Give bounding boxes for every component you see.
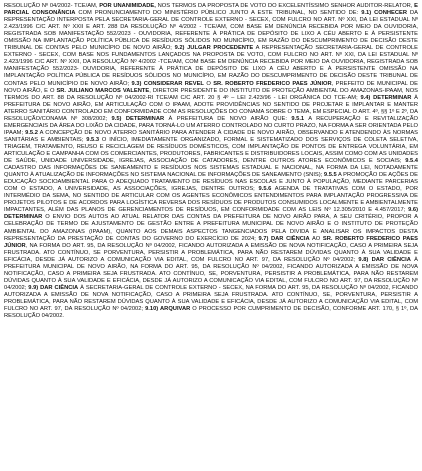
bold-text-run: E PARCIAL CONSONÂNCIA bbox=[4, 3, 419, 17]
bold-text-run: SR. ROBERTO FREDERICO PAES JÚNIOR bbox=[213, 80, 332, 87]
text-run: O ENVIO DOS AUTOS AO ATUAL RELATOR DAS CONTAS DA PREFEITURA DE NOVO AIRÃO PARA, A SEU CRITÉRIO, PROPOR A CELEBRAÇÃO DE TERMO DE AJUSTAMENTO DE GESTÃO ENTRE A PREFEITURA MUNICIPAL DE NOVO AIRÃO E O INSTITUTO DE PROTEÇÃO AMBIENTAL DO AMAZONAS (IPAAM), QUANTO AOS DEMAIS ASPECTOS TANGENCIADOS PELA DIVIDA E ANALISAR OS IMPACTOS DESTA REPRESENTAÇÃO DA PRESTAÇÃO DE CONTAS DO GOVERNO DO EXERCÍCIO DE 2024; bbox=[4, 214, 418, 242]
text-run: NOS TERMOS DA PROPOSTA DE VOTO DO EXCELENTÍSSIMO SENHOR AUDITOR-RELATOR, bbox=[155, 3, 415, 9]
text-run: A CONCEPÇÃO DE NOVO ATERRO SANITÁRIO PARA ATENDER À CIDADE DE NOVO AIRÃO, OBSERVANDO E ATENDENDO ÀS NORMAS SANITÁRIAS E AMBIENTAIS; bbox=[4, 129, 418, 143]
bold-text-run: 9.5.2 bbox=[25, 129, 38, 136]
text-run: A PROMOÇÃO DE AÇÕES DE EDUCAÇÃO SOCIOAMBIENTAL PARA O ADEQUADO TRATAMENTO DE RESÍDUOS NAS ESCOLAS E JUNTO À POPULAÇÃO, MEDIANTE PARCERIAS COM O ESTADO, A UNIVERSIDADE, AS ASSOCIAÇÕES, IGREJAS, DENTRE OUTROS; bbox=[4, 172, 419, 193]
text-run: DA REPRESENTAÇÃO INTERPOSTA PELA SECRETARIA-GERAL DE CONTROLE EXTERNO - SECEX, COM FULCRO NO ART. Nº XXI, DA LEI ESTADUAL Nº 2.423/1996 C/C ART. Nº XXII E ART. 288 DA RESOLUÇÃO Nº 4/2002 - TCE/AM, COM BASE EM DENÚNCIA RECEBIDA POR MEIO DA OUVIDORIA, REGISTRADA SOB MANIFESTAÇÃO 552/2023 - OUVIDORIA, REFERENTE À PRÁTICA DE DEPÓSITO DE LIXO A CÉU ABERTO E À PERSISTENTE OMISSÃO NA IMPLANTAÇÃO POLÍTICA PÚBLICA DE RESÍDUOS SÓLIDOS NO MUNICÍPIO, EM RAZÃO DO DESCUMPRIMENTO DE DECISÃO DESTE TRIBUNAL DE CONTAS PELO MUNICÍPIO DE NOVO AIRÃO; bbox=[4, 10, 418, 52]
text-run: A REPRESENTAÇÃO SECRETARIA-GERAL DE CONTROLE EXTERNO - SECEX, COM BASE NOS FUNDAMENTOS LANÇADOS NA PROPOSTA DE VOTO, COM FULCRO NO ART. Nº XXI, DA LEI ESTADUAL Nº 2.423/1996 C/C ART. Nº XXII, DA RESOLUÇÃO Nº 4/2002 -TCE/AM, COM BASE EM DENÚNCIA RECEBIDA POR MEIO DA OUVIDORIA, REGISTRADA SOB MANIFESTAÇÃO 552/2023- OUVIDORIA, REFERENTE À PRÁTICA DE DEPÓSITO DE LIXO A CÉU ABERTO E À PERSISTENTE OMISSÃO NA IMPLANTAÇÃO POLÍTICA PÚBLICA DE RESÍDUOS SÓLIDOS NO MUNICÍPIO, EM RAZÃO DO DESCUMPRIMENTO DE DECISÃO DESTE TRIBUNAL DE CONTAS PELO MUNICÍPIO DE NOVO AIRÃO; bbox=[4, 45, 418, 87]
bold-text-run: 9.5.4 bbox=[405, 158, 418, 165]
text-run: A RECUPERAÇÃO E REVITALIZAÇÃO EMERGENCIAIS DA ÁREA DO LIXÃO DA CIDADE, PARA TORNÁ-LO UM ATERRO CONTROLADO NO CURTO PRAZO, NA FORMA A SER ORIENTADA PELO IPAAM; bbox=[4, 115, 418, 136]
bold-text-run: 9.5.3 bbox=[86, 136, 100, 143]
text-run: À PREFEITURA DE NOVO AIRÃO QUE: bbox=[164, 115, 292, 122]
bold-text-run: 9.5.5 bbox=[323, 172, 337, 179]
text-run: À PREFEITURA DE NOVO AIRÃO, EM ARTICULAÇÃO COM O IPAAM, ADOTE PROVIDÊNCIAS NO SENTIDO DE PROJETAR E IMPLANTAR E MANTER ATERRO SANITÁRIO CONTROLADO EM CONFORMIDADE COM AS RESOLUÇÕES DO CONAMA SOBRE O TEMA, EM ESPECIAL O ART. 4º, §§ 1º E 2º, DA RESOLUÇÃO/CONAMA Nº 308/2002; bbox=[4, 94, 418, 122]
text-run: O bbox=[203, 80, 214, 87]
bold-text-run: 9.8) DAR CIÊNCIA bbox=[358, 256, 411, 263]
text-run: O INÍCIO, IMEDIATAMENTE ORGANIZADO, FORMAL E SISTEMATIZADO DOS SERVIÇOS DE COLETA SELETIVA, TRIAGEM, TRATAMENTO, REUSO E RECICLAGEM DE RESÍDUOS DOMÉSTICOS, COM IMPLANTAÇÃO DE PONTOS DE ENTREGA VOLUNTÁRIA, EM ARTICULAÇÃO E CAMPANHA COM OS COMERCIANTES, PRODUTORES, FABRICANTES E DISTRIBUIDORES LOCAIS, ASSIM COMO COM AS UNIDADES DE SAÚDE, UNIDADE UNIVERSIDADE, IGREJAS, ASSOCIAÇÃO DE CATADORES, DENTRE OUTROS ATORES ECONÔMICOS E SOCIAIS; bbox=[4, 136, 418, 165]
bold-text-run: 9.1) CONHECER bbox=[361, 10, 407, 17]
text-run: , PREFEITO DE MUNICIPAL DE NOVO AIRÃO, E O bbox=[4, 80, 419, 94]
bold-text-run: 9.10) ARQUIVAR bbox=[145, 306, 191, 313]
text-run: , NA FORMA DO ART. 95, DA RESOLUÇÃO Nº 04/2002, FICANDO AUTORIZADA A EMISSÃO DE NOVA NOTIFICAÇÃO, CASO A PRIMEIRA SEJA FRUSTRADA. ATO CONTÍNUO, SE PORVENTURA, PERSISTIR A PROBLEMÁTICA, PARA NÃO RESTAREM DÚVIDAS QUANTO À SUA VALIDADE E EFICÁCIA, DESDE JÁ AUTORIZO A COMUNICAÇÃO VIA EDITAL, COM FULCRO NO ART. 97, DA RESOLUÇÃO Nº 04/2002; bbox=[4, 242, 418, 263]
text-run: À PREFEITURA MUNICIPAL DE NOVO AIRÃO, NA FORMA DO ART. 95, DA RESOLUÇÃO Nº 04/2002, FICANDO AUTORIZADA A EMISSÃO DE NOVA NOTIFICAÇÃO, CASO A PRIMEIRA SEJA FRUSTRADA. ATO CONTÍNUO, SE, PORVENTURA, PERSISTIR A PROBLEMÁTICA, PARA NÃO RESTAREM DÚVIDAS QUANTO À SUA VALIDADE E EFICÁCIA, DESDE JÁ AUTORIZO A COMUNICAÇÃO VIA EDITAL, COM FULCRO NO ART. 97, DA RESOLUÇÃO Nº 04/2002; bbox=[4, 256, 418, 291]
bold-text-run: 9.3) CONSIDERAR REVEL bbox=[131, 80, 204, 87]
bold-text-run: 9.6) DETERMINAR bbox=[4, 207, 418, 221]
bold-text-run: 9.5.6 bbox=[258, 186, 272, 193]
bold-text-run: 9.9) DAR CIÊNCIA bbox=[28, 284, 79, 291]
text-run: AO bbox=[309, 235, 323, 242]
text-run: CADASTRO DAS INFORMAÇÕES DE SANEAMENTO E RESÍDUOS NOS SISTEMAS ESTADUAL E NACIONAL, NA FORMA DA LEI, NOTADAMENTE QUANTO À ATUALIZAÇÃO DE INFORMAÇÕES NO SISTEMA NACIONAL DE INFORMAÇÕES DE SANEAMENTO (SNIS); bbox=[4, 165, 418, 179]
text-run: O PROCESSO POR CUMPRIMENTO DE DECISÃO, CONFORME ART. 170, § 1º, DA RESOLUÇÃO 04/2002. bbox=[4, 306, 418, 320]
text-run: À SECRETARIA-GERAL DE CONTROLE EXTERNO - SECEX, NA FORMA DO ART. 95, DA RESOLUÇÃO Nº 04/2002, FICANDO AUTORIZADA A EMISSÃO DE NOVA NOTIFICAÇÃO, CASO A PRIMEIRA SEJA FRUSTRADA. ATO CONTÍNUO, SE, PORVENTURA, PERSISTIR A PROBLEMÁTICA, PARA NÃO RESTAREM DÚVIDAS QUANTO À SUA VALIDADE E EFICÁCIA, DESDE JÁ AUTORIZO A COMUNICAÇÃO VIA EDITAL, COM FULCRO NO ART. 97, DA RESOLUÇÃO Nº 04/2002; bbox=[4, 284, 419, 313]
bold-text-run: 9.5.1 bbox=[291, 115, 305, 122]
bold-text-run: 9.4) DETERMINAR bbox=[360, 94, 412, 101]
bold-text-run: SR. ROBERTO FREDERICO PAES JÚNIOR bbox=[4, 235, 418, 249]
text-run: COM PRONUNCIAMENTO DO MINISTÉRIO PÚBLICO JUNTO A ESTE TRIBUNAL, NO SENTIDO DE: bbox=[75, 10, 362, 17]
bold-text-run: 9.7) DAR CIÊNCIA bbox=[258, 235, 310, 242]
bold-text-run: 9.2) JULGAR PROCEDENTE bbox=[174, 45, 254, 52]
bold-text-run: POR UNANIMIDADE, bbox=[99, 3, 156, 9]
bold-text-run: SR. JULIANO MARCOS VALENTE bbox=[56, 87, 150, 94]
text-run: AGENDA DE TRATATIVAS COM O ESTADO, POR INTERMÉDIO DA SEMA, NO SENTIDO DE ARTICULAR COM OS AGENTES ECONÔMICOS ENTENDIMENTOS PARA IMPLANTAÇÃO PROGRESSIVA DE PROJETOS PILOTOS E DE ACORDOS PARA LOGÍSTICA REVERSA DOS RESÍDUOS DE PRODUTOS CONSUMIDOS LOCALMENTE E AMBIENTALMENTE IMPACTANTES, ALÉM DAS PLANOS DE GERENCIAMENTOS DE RESÍDUOS, EM CONFORMIDADE COM AS LEIS Nº 12.305/2010 E 4.457/2017; bbox=[4, 186, 418, 214]
text-run: RESOLUÇÃO Nº 04/2002- TCE/AM, bbox=[4, 3, 100, 9]
bold-text-run: 9.5) DETERMINAR bbox=[111, 115, 165, 122]
text-run: , DIRETOR PRESIDENTE DO INSTITUTO DE PROTEÇÃO AMBIENTAL DO AMAZONAS-IPAAM, NOS TERMOS DO ART. 88 DA RESOLUÇÃO Nº 04/2002-RI TCE/AM C/C ART. 20 § 4º – LEI 2.423/96 - LEI ORGÂNICA DO TCE-AM; bbox=[4, 87, 418, 101]
